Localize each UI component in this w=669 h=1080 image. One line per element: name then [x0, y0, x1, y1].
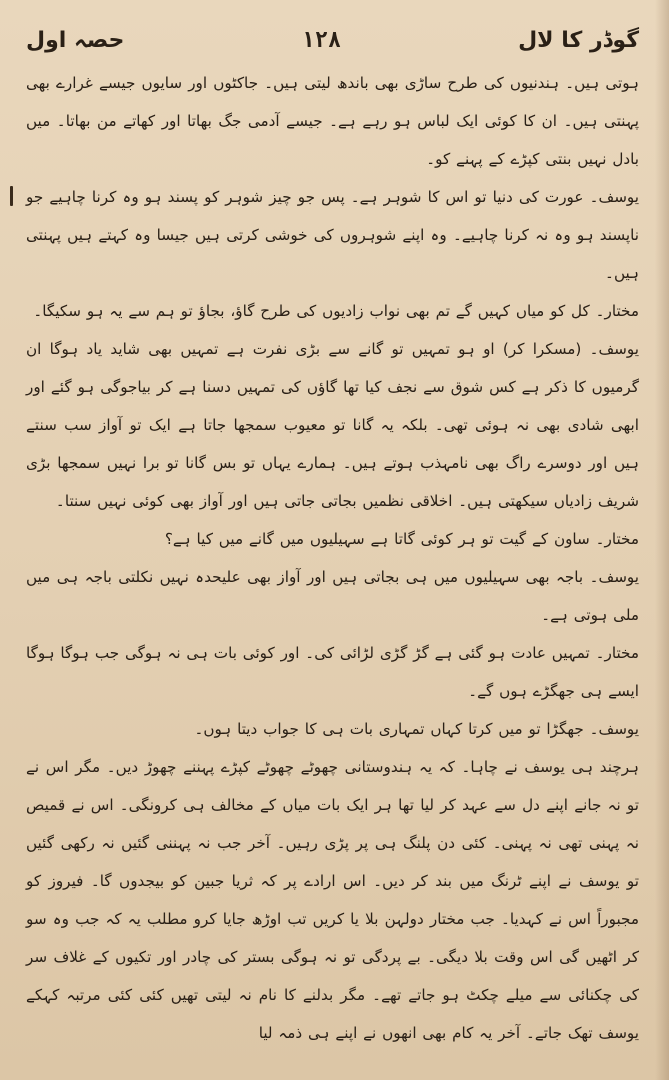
- paragraph: یوسف۔ جھگڑا تو میں کرتا کہاں تمہاری بات ہی کا جواب دیتا ہوں۔: [194, 720, 639, 738]
- page-number: ۱۲۸: [301, 28, 342, 53]
- paragraph: مختار۔ کل کو میاں کہیں گے تم بھی نواب زادیوں کی طرح گاؤ، بجاؤ تو ہم سے یہ ہو سکیگا۔: [33, 302, 639, 320]
- paragraph: یوسف۔ باجہ بھی سہیلیوں میں ہی بجاتی ہیں اور آواز بھی علیحدہ نہیں نکلتی باجہ ہی میں ملی ہوتی ہے۔: [26, 568, 639, 624]
- paragraph: یوسف۔ (مسکرا کر) او ہو تمہیں تو گانے سے بڑی نفرت ہے تمہیں بھی شاید یاد ہوگا ان گرمیوں کا ذکر ہے کس شوق سے نجف کیا تھا گاؤں کی تمہیں دسنا ہے کر بیاجوگی ہو گئے اور ابھی شادی بھی نہ ہوئی تھی۔ بلکہ یہ گانا تو معیوب سمجھا جاتا ہے ایک تو آواز سب سنتے ہیں اور دوسرے راگ بھی نامہذب ہوتے ہیں۔ ہمارے یہاں تو بس گانا تو برا نہیں سمجھا بڑی شریف زادیاں سیکھتی ہیں۔ اخلاقی نظمیں بجاتی جاتی ہیں اور آواز بھی کوئی نہیں سنتا۔: [26, 340, 639, 510]
- paragraph: مختار۔ تمہیں عادت ہو گئی ہے گڑ گڑی لڑائی کی۔ اور کوئی بات ہی نہ ہوگی جب ہوگا ہوگا ایسے ہی جھگڑے ہوں گے۔: [26, 644, 639, 700]
- paragraph: مختار۔ ساون کے گیت تو ہر کوئی گاتا ہے سہیلیوں میں گانے میں کیا ہے؟: [164, 530, 639, 548]
- page-body: [26, 64, 639, 1052]
- paragraph: یوسف۔ عورت کی دنیا تو اس کا شوہر ہے۔ پس جو چیز شوہر کو پسند ہو وہ کرنا چاہیے جو ناپسند ہو وہ نہ کرنا چاہیے۔ وہ اپنے شوہروں کی خوشی کرتی ہیں جیسا وہ کہتے ہیں پہنتی ہیں۔: [26, 188, 639, 282]
- margin-mark: [10, 186, 13, 206]
- section-label: حصہ اول: [26, 28, 125, 53]
- page-header: [26, 28, 639, 58]
- paragraph: ہرچند ہی یوسف نے چاہا۔ کہ یہ ہندوستانی چھوٹے چھوٹے کپڑے پہننے چھوڑ دیں۔ مگر اس نے تو نہ جانے اپنے دل سے عہد کر لیا تھا ہر ایک بات میاں کے مخالف ہی کرونگی۔ اس نے قمیص نہ پہنی تھی نہ پہنی۔ کئی دن پلنگ ہی پر پڑی رہیں۔ آخر جب نہ پہننی گئیں نہ رکھی گئیں تو یوسف نے اپنے ٹرنگ میں بند کر دیں۔ اس ارادے پر کہ ثریا جبین کو بیجدوں گا۔ فیروز کو مجبوراً اس نے کہدیا۔ جب مختار دولہن بلا یا کریں تب اوڑھ جایا کرو مطلب یہ کہ جب وہ سو کر اٹھیں گی اس وقت بلا دیگی۔ بے پردگی تو نہ ہوگی بستر کی چادر اور تکیوں کے غلاف سر کی چکنائی سے میلے چکٹ ہو جاتے تھے۔ مگر بدلنے کا نام نہ لیتی تھیں کئی کئی مرتبہ کہکے یوسف تھک جاتے۔ آخر یہ کام بھی انھوں نے اپنے ہی ذمہ لیا: [26, 758, 639, 1042]
- book-title: گوڈر کا لال: [518, 28, 639, 53]
- page-edge-shadow: [655, 0, 669, 1080]
- paragraph: ہوتی ہیں۔ ہندنیوں کی طرح ساڑی بھی باندھ لیتی ہیں۔ جاکٹوں اور سایوں جیسے غرارے بھی پہنتی ہیں۔ ان کا کوئی ایک لباس ہو رہے ہے۔ جیسے آدمی جگ بھاتا اور کھاتے من بھاتا۔ میں بادل نہیں بنتی کپڑے کے پہنے کو۔: [26, 74, 639, 168]
